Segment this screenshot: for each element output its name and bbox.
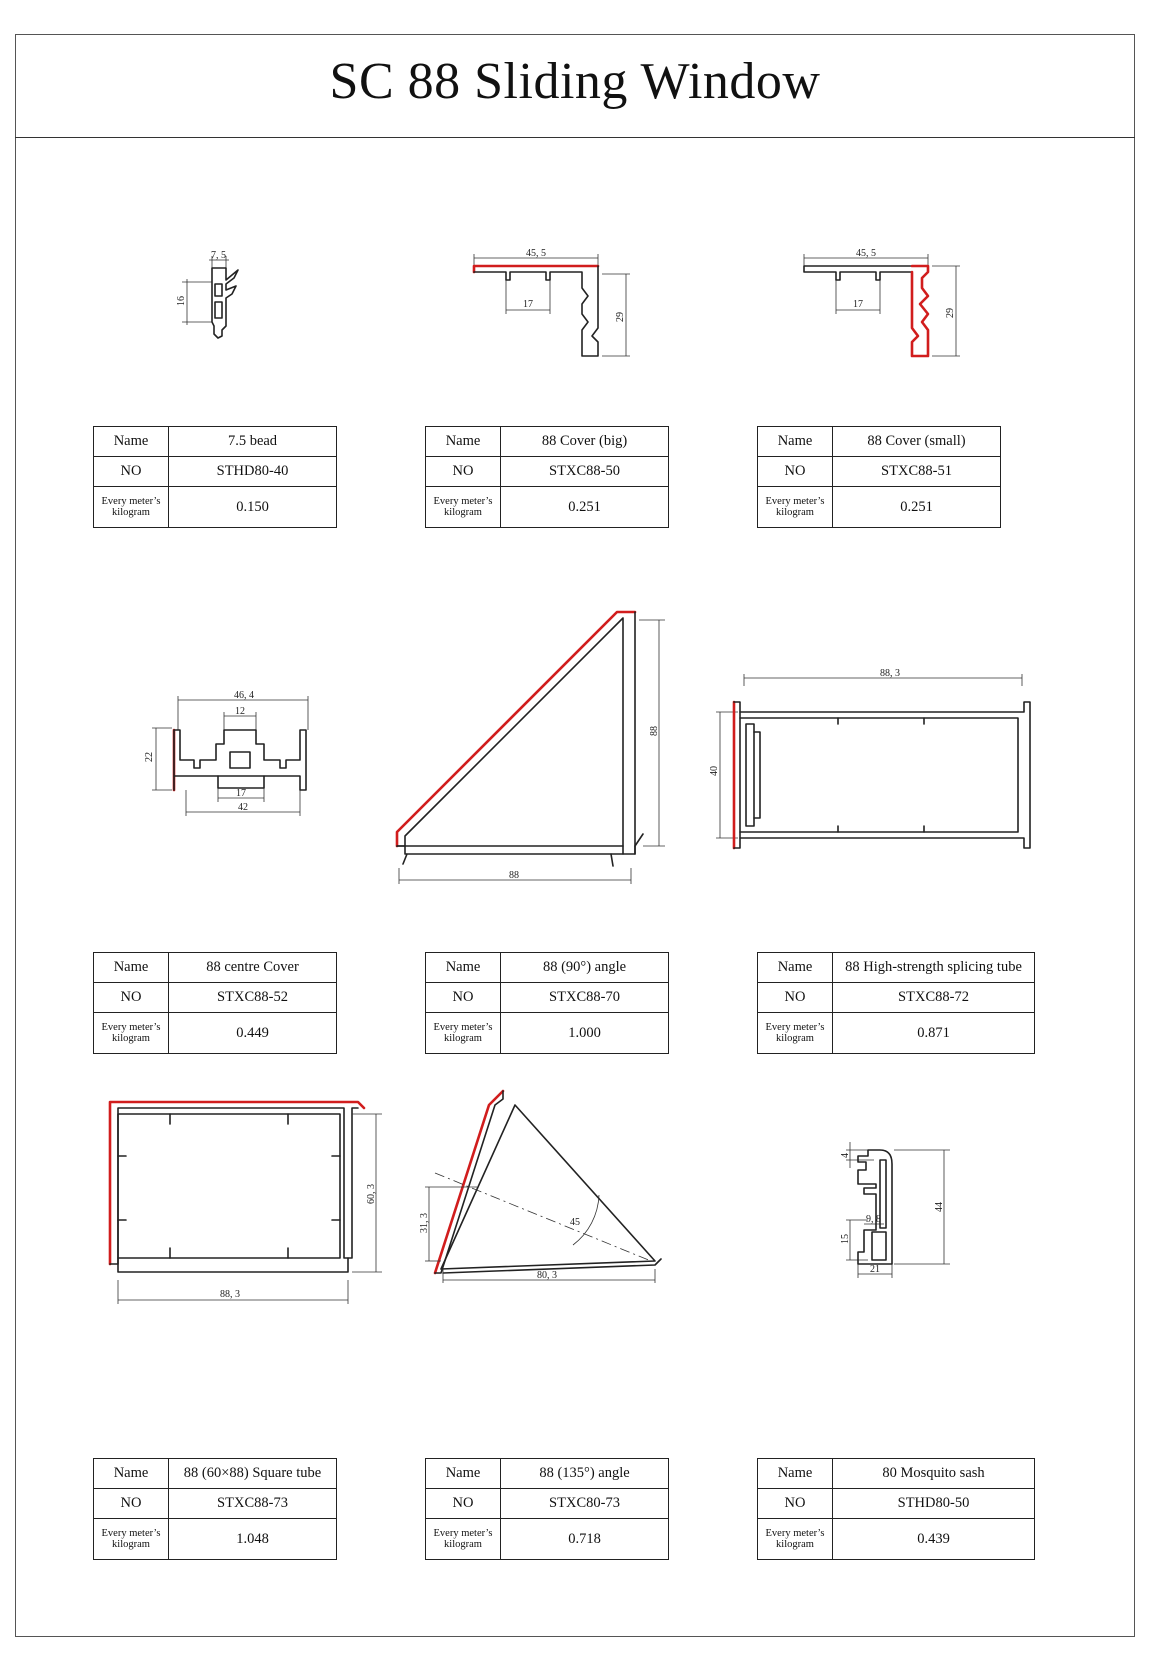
dim-width: 45, 5	[856, 248, 876, 259]
profile-drawing-cover-big	[470, 248, 640, 364]
dim-height: 88	[649, 726, 660, 736]
product-weight: 0.251	[501, 487, 669, 528]
spec-table-centre-cover	[93, 952, 337, 1054]
spec-table-splicing-tube	[757, 952, 1035, 1054]
product-weight: 1.000	[501, 1013, 669, 1054]
product-name: 88 (60×88) Square tube	[169, 1459, 337, 1489]
weight-label: Every meter’s kilogram	[94, 487, 169, 528]
product-no: STHD80-40	[169, 457, 337, 487]
product-weight: 0.150	[169, 487, 337, 528]
weight-label: Every meter’s kilogram	[94, 1519, 169, 1560]
spec-table-cover-big	[425, 426, 669, 528]
name-label: Name	[758, 1459, 833, 1489]
product-name: 88 Cover (big)	[501, 427, 669, 457]
product-no: STXC80-73	[501, 1489, 669, 1519]
product-no: STXC88-72	[833, 983, 1035, 1013]
product-weight: 1.048	[169, 1519, 337, 1560]
product-weight: 0.718	[501, 1519, 669, 1560]
dim-height: 29	[615, 312, 626, 322]
dim-base: 21	[870, 1264, 880, 1275]
dim-inner: 17	[523, 299, 533, 310]
product-name: 88 (90°) angle	[501, 953, 669, 983]
product-name: 88 High-strength splicing tube	[833, 953, 1035, 983]
weight-label: Every meter’s kilogram	[426, 487, 501, 528]
product-weight: 0.439	[833, 1519, 1035, 1560]
name-label: Name	[94, 427, 169, 457]
profile-drawing-angle-90	[395, 610, 705, 895]
name-label: Name	[426, 1459, 501, 1489]
dim-width: 88, 3	[220, 1289, 240, 1300]
name-label: Name	[94, 953, 169, 983]
no-label: NO	[94, 983, 169, 1013]
dim-inner: 9, 8	[866, 1214, 881, 1225]
name-label: Name	[94, 1459, 169, 1489]
dim-top: 4	[840, 1153, 851, 1158]
no-label: NO	[426, 1489, 501, 1519]
product-no: STXC88-51	[833, 457, 1001, 487]
dim-width: 7, 5	[211, 250, 226, 261]
spec-table-cover-small	[757, 426, 1001, 528]
no-label: NO	[94, 1489, 169, 1519]
no-label: NO	[758, 1489, 833, 1519]
weight-label: Every meter’s kilogram	[426, 1013, 501, 1054]
no-label: NO	[758, 457, 833, 487]
profile-drawing-angle-135	[415, 1085, 695, 1307]
no-label: NO	[94, 457, 169, 487]
profile-drawing-splicing-tube	[709, 668, 1040, 858]
dim-height: 44	[934, 1202, 945, 1212]
spec-table-bead	[93, 426, 337, 528]
product-name: 7.5 bead	[169, 427, 337, 457]
dim-inner: 17	[236, 788, 246, 799]
dim-height: 31, 3	[419, 1213, 430, 1233]
product-no: STXC88-50	[501, 457, 669, 487]
product-name: 88 Cover (small)	[833, 427, 1001, 457]
product-no: STXC88-73	[169, 1489, 337, 1519]
spec-table-angle-135	[425, 1458, 669, 1560]
product-name: 88 (135°) angle	[501, 1459, 669, 1489]
dim-width: 80, 3	[537, 1270, 557, 1281]
dim-angle: 45	[570, 1217, 580, 1228]
dim-height: 22	[144, 752, 155, 762]
name-label: Name	[758, 953, 833, 983]
dim-height: 16	[176, 296, 187, 306]
dim-height: 40	[709, 766, 720, 776]
name-label: Name	[758, 427, 833, 457]
profile-drawing-square-tube	[108, 1090, 398, 1310]
dim-height: 60, 3	[366, 1184, 377, 1204]
profile-drawing-bead	[178, 250, 268, 360]
profile-drawing-centre-cover	[144, 690, 320, 820]
dim-width: 88, 3	[880, 668, 900, 679]
no-label: NO	[426, 983, 501, 1013]
product-weight: 0.871	[833, 1013, 1035, 1054]
product-weight: 0.251	[833, 487, 1001, 528]
dim-height: 29	[945, 308, 956, 318]
product-weight: 0.449	[169, 1013, 337, 1054]
weight-label: Every meter’s kilogram	[426, 1519, 501, 1560]
spec-table-angle-90	[425, 952, 669, 1054]
weight-label: Every meter’s kilogram	[94, 1013, 169, 1054]
name-label: Name	[426, 953, 501, 983]
weight-label: Every meter’s kilogram	[758, 487, 833, 528]
dim-width: 88	[509, 870, 519, 881]
page-header	[15, 34, 1135, 138]
profile-drawing-cover-small	[800, 248, 970, 364]
dim-inner: 17	[853, 299, 863, 310]
dim-base: 42	[238, 802, 248, 813]
profile-drawing-mosquito-sash	[840, 1140, 970, 1280]
product-no: STXC88-52	[169, 983, 337, 1013]
product-name: 88 centre Cover	[169, 953, 337, 983]
product-name: 80 Mosquito sash	[833, 1459, 1035, 1489]
spec-table-mosquito-sash	[757, 1458, 1035, 1560]
dim-top: 12	[235, 706, 245, 717]
no-label: NO	[426, 457, 501, 487]
no-label: NO	[758, 983, 833, 1013]
dim-width: 46, 4	[234, 690, 254, 701]
dim-width: 45, 5	[526, 248, 546, 259]
page-title: SC 88 Sliding Window	[329, 53, 821, 110]
spec-table-square-tube	[93, 1458, 337, 1560]
name-label: Name	[426, 427, 501, 457]
weight-label: Every meter’s kilogram	[758, 1519, 833, 1560]
dim-lower: 15	[840, 1234, 851, 1244]
weight-label: Every meter’s kilogram	[758, 1013, 833, 1054]
product-no: STXC88-70	[501, 983, 669, 1013]
product-no: STHD80-50	[833, 1489, 1035, 1519]
